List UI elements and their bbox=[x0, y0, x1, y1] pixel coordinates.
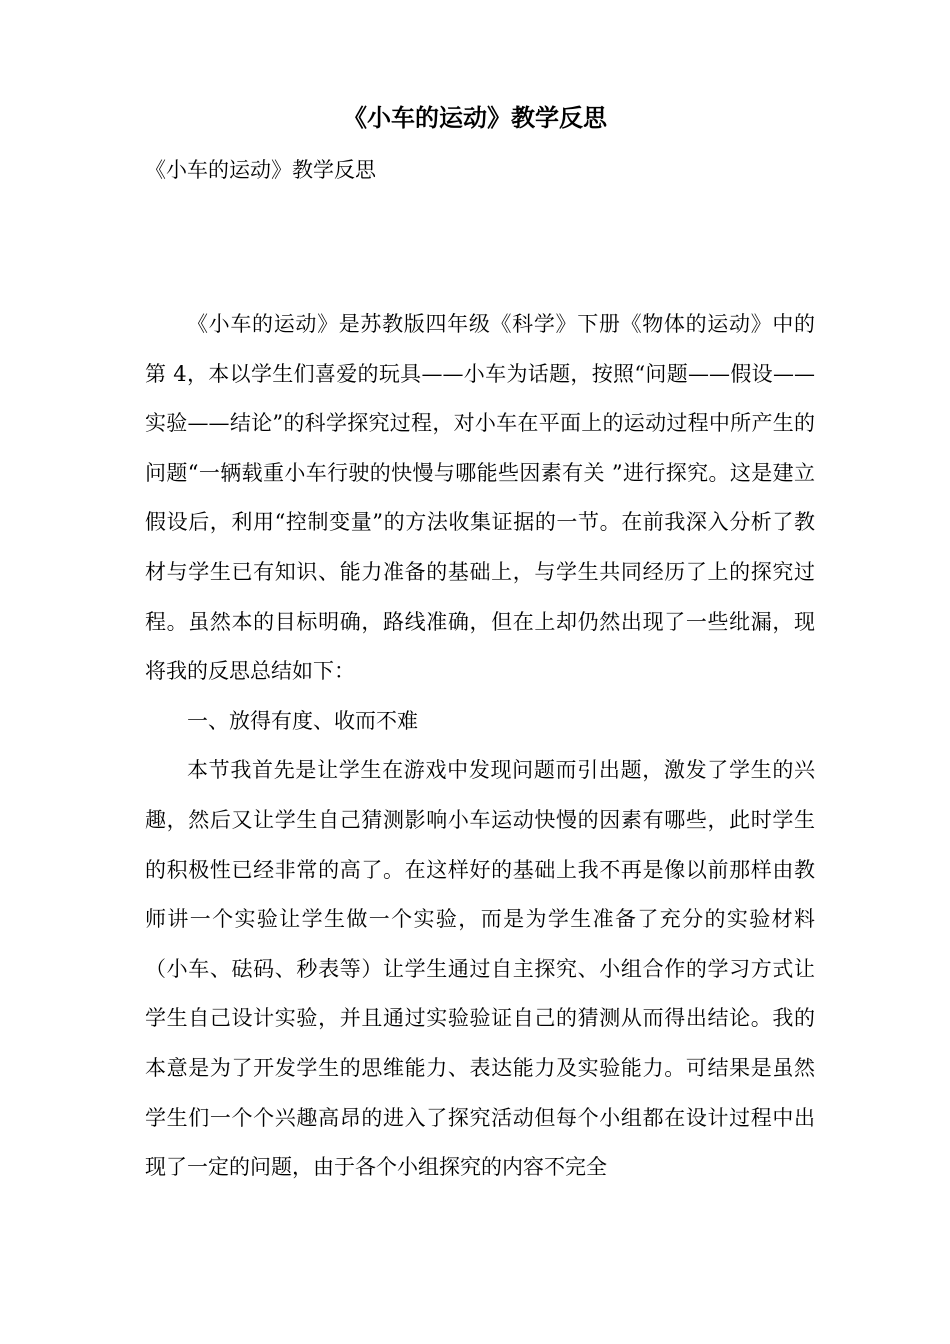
paragraph-section-1: 本节我首先是让学生在游戏中发现问题而引出题，激发了学生的兴趣，然后又让学生自己猜测影响小车运动快慢的因素有哪些，此时学生的积极性已经非常的高了。在这样好的基础上我不再是像以前那样由教师讲一个实验让学生做一个实验，而是为学生准备了充分的实验材料（小车、砝码、秒表等）让学生通过自主探究、小组合作的学习方式让学生自己设计实验，并且通过实验验证自己的猜测从而得出结论。我的本意是为了开发学生的思维能力、表达能力及实验能力。可结果是虽然学生们一个个兴趣高昂的进入了探究活动但每个小组都在设计过程中出现了一定的问题，由于各个小组探究的内容不完全 bbox=[145, 758, 815, 1180]
page-subtitle: 《小车的运动》教学反思 bbox=[145, 158, 376, 182]
section-heading-1: 一、放得有度、收而不难 bbox=[187, 708, 418, 733]
paragraph-intro: 《小车的运动》是苏教版四年级《科学》下册《物体的运动》中的第 4，本以学生们喜爱的玩具——小车为话题，按照“问题——假设——实验——结论”的科学探究过程，对小车在平面上的运动过程中所产生的问题“一辆载重小车行驶的快慢与哪能些因素有关 ”进行探究。这是建立假设后，利用“控制变量”的方法收集证据的一节。在前我深入分析了教材与学生已有知识、能力准备的基础上，与学生共同经历了上的探究过程。虽然本的目标明确，路线准确，但在上却仍然出现了一些纰漏，现将我的反思总结如下： bbox=[145, 312, 815, 684]
page-title: 《小车的运动》教学反思 bbox=[343, 103, 607, 132]
document-body bbox=[145, 300, 815, 1193]
